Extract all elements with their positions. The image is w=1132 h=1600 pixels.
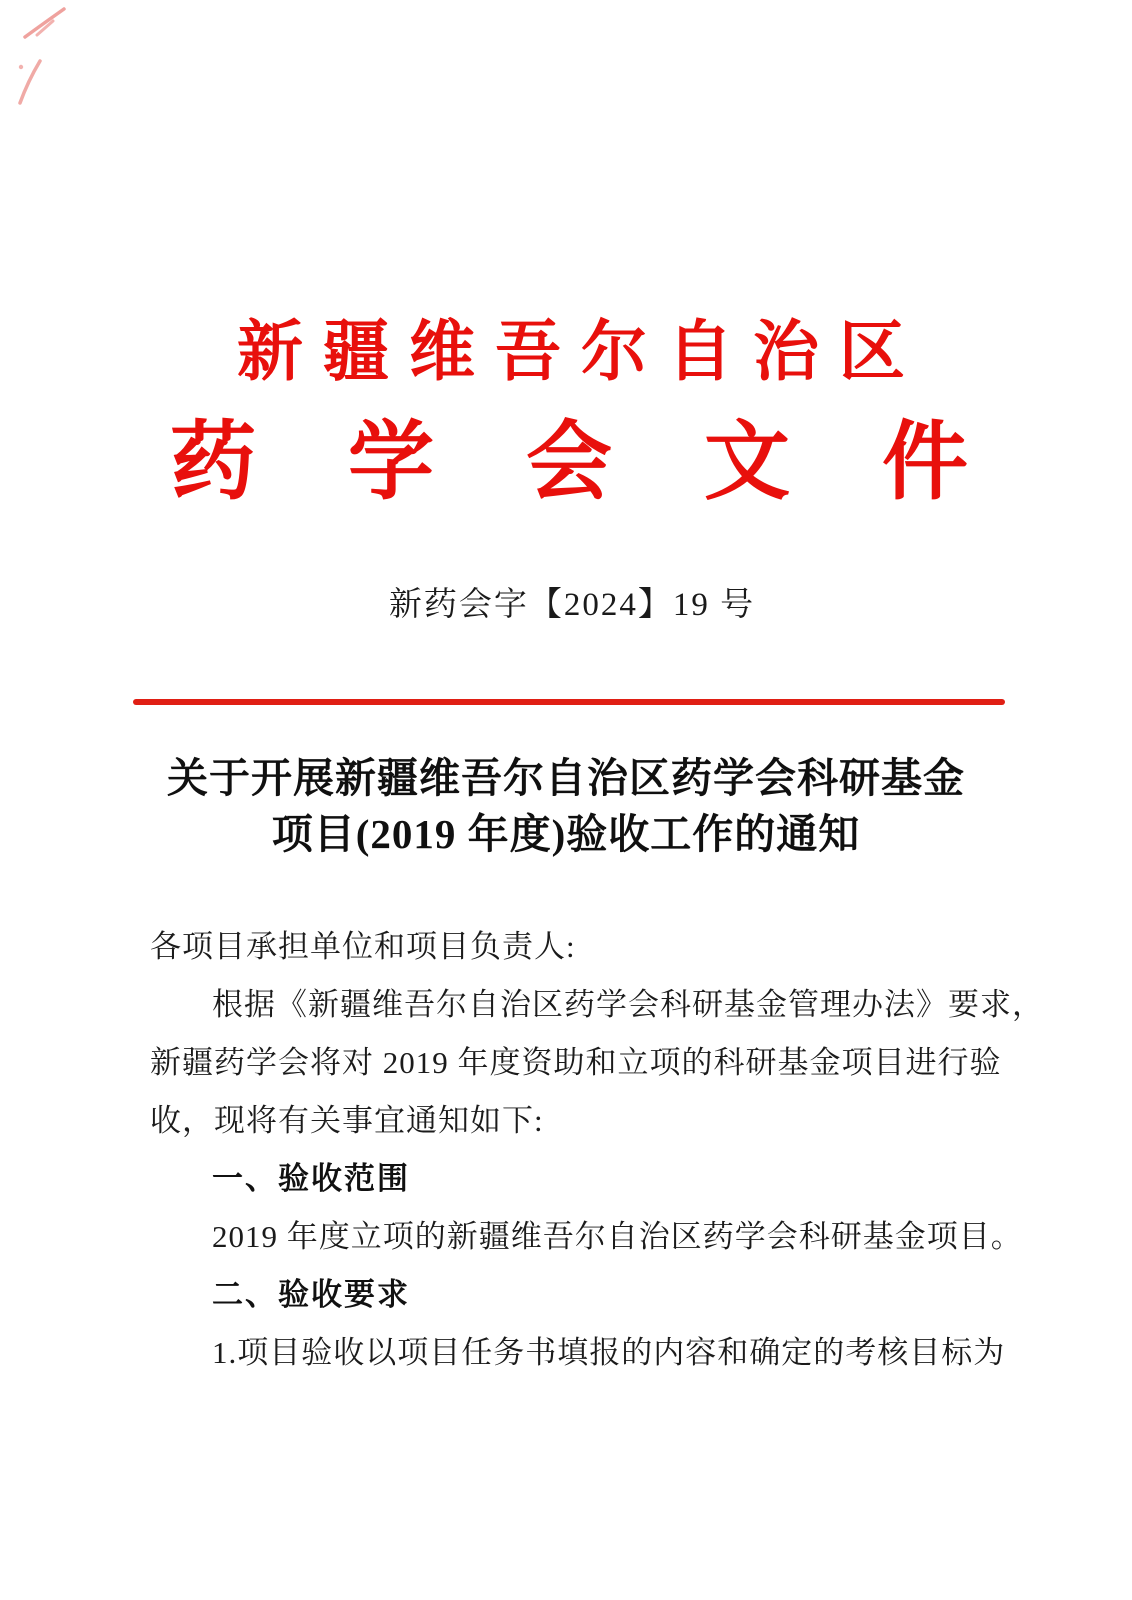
document-title	[0, 750, 1132, 862]
document-title-line1: 关于开展新疆维吾尔自治区药学会科研基金	[167, 755, 965, 801]
red-pen-mark-icon	[22, 4, 68, 52]
section-heading: 一、验收范围	[212, 1161, 410, 1196]
paragraph-line: 新疆药学会将对 2019 年度资助和立项的科研基金项目进行验	[150, 1045, 1002, 1080]
red-pen-mark-icon	[14, 56, 46, 108]
salutation: 各项目承担单位和项目负责人:	[150, 929, 576, 964]
section-heading: 二、验收要求	[212, 1277, 410, 1312]
document-number: 新药会字【2024】19 号	[388, 587, 756, 623]
letterhead-org-line2: 药学会文件	[170, 414, 1060, 510]
body-text	[150, 918, 1044, 1382]
paragraph-line: 根据《新疆维吾尔自治区药学会科研基金管理办法》要求，	[212, 987, 1044, 1022]
paragraph-line: 1.项目验收以项目任务书填报的内容和确定的考核目标为	[212, 1335, 1006, 1370]
document-title-line2: 项目(2019 年度)验收工作的通知	[271, 811, 861, 857]
letterhead-org-line1: 新疆维吾尔自治区	[237, 316, 925, 389]
paragraph-line: 收，现将有关事宜通知如下:	[150, 1103, 544, 1138]
paragraph-line: 2019 年度立项的新疆维吾尔自治区药学会科研基金项目。	[212, 1219, 1023, 1254]
red-divider-line	[133, 699, 1005, 705]
